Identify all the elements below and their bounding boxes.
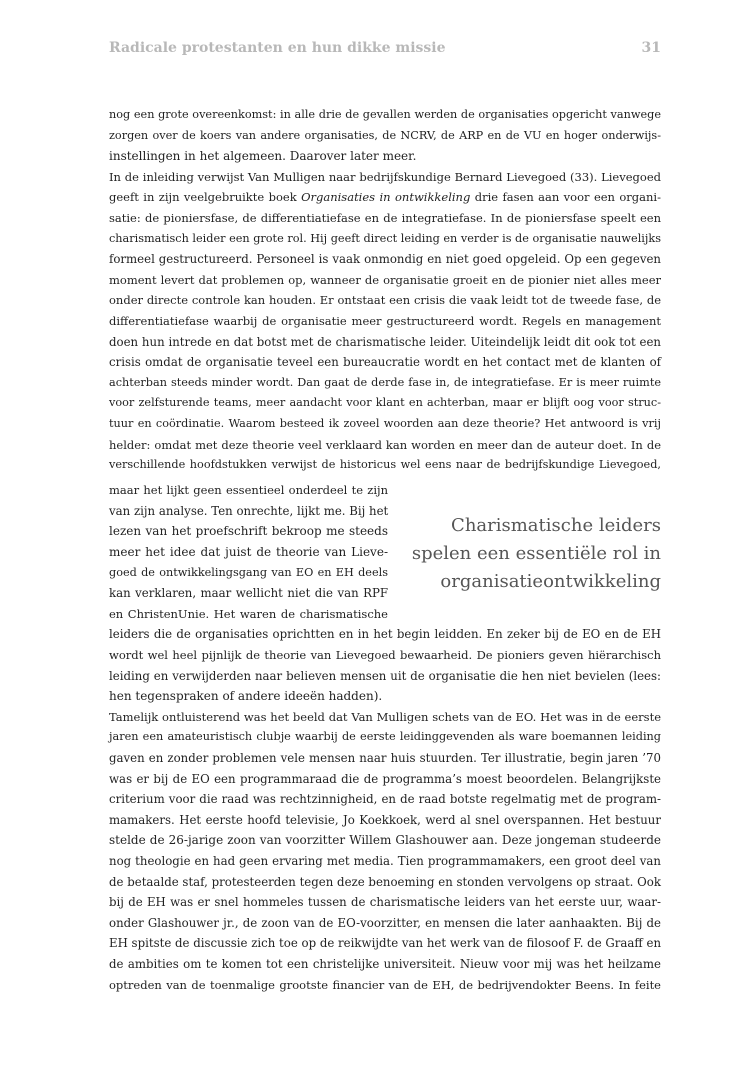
text-line: zorgen over de koers van andere organisaties, de NCRV, de ARP en de VU en hoger onderwijs- (109, 128, 661, 142)
text-line: voor zelfsturende teams, meer aandacht voor klant en achterban, maar er blijft oog voor struc- (109, 396, 661, 410)
text-line: was er bij de EO een programmaraad die de programma’s moest beoordelen. Belangrijkste (109, 771, 661, 786)
text-line: achterban steeds minder wordt. Dan gaat de derde fase in, de integratiefase. Er is meer ruimte (109, 375, 661, 389)
text-line: de betaalde staf, protesteerden tegen deze benoeming en stonden vervolgens op straat. Ook (109, 874, 661, 889)
text-line: onder directe controle kan houden. Er ontstaat een crisis die vaak leidt tot de tweede fase, de (109, 293, 661, 308)
text-line: doen hun intrede en dat botst met de charismatische leider. Uiteindelijk leidt dit ook tot een (109, 334, 661, 349)
text-line: en ChristenUnie. Het waren de charismatische (109, 606, 388, 621)
text-line: satie: de pioniersfase, de differentiatiefase en de integratiefase. In de pioniersfase speelt een (109, 210, 661, 225)
text-line: stelde de 26-jarige zoon van voorzitter Willem Glashouwer aan. Deze jongeman studeerde (109, 833, 661, 848)
paragraph-3 (109, 707, 661, 995)
paragraph-2-tail (109, 624, 661, 706)
text-line: jaren een amateuristisch clubje waarbij de eerste leidinggevenden als ware boemannen leiding (109, 730, 661, 744)
text-line: tuur en coördinatie. Waarom besteed ik zoveel woorden aan deze theorie? Het antwoord is vrij (109, 416, 661, 430)
text-line: Tamelijk ontluisterend was het beeld dat Van Mulligen schets van de EO. Het was in de eerste (109, 709, 661, 724)
text-line: leiders die de organisaties oprichtten en in het begin leidden. En zeker bij de EO en de EH (109, 627, 661, 642)
pull-quote-line: organisatieontwikkeling (440, 571, 661, 592)
pull-quote (400, 512, 661, 596)
text-line: lezen van het proefschrift bekroop me steeds (109, 524, 388, 539)
text-line: leiding en verwijderden naar believen mensen uit de organisatie die hen niet bevielen (lees: (109, 668, 661, 683)
text-line: In de inleiding verwijst Van Mulligen naar bedrijfskundige Bernard Lievegoed (33). Lievegoed (109, 169, 661, 184)
page-number: 31 (641, 40, 661, 56)
text-line: formeel gestructureerd. Personeel is vaak onmondig en niet goed opgeleid. Op een gegeven (109, 252, 661, 267)
pull-quote-line: Charismatische leiders (451, 515, 661, 536)
paragraph-2 (109, 167, 661, 476)
text-line: bij de EH was er snel hommeles tussen de charismatische leiders van het eerste uur, waar- (109, 895, 661, 910)
text-line: maar het lijkt geen essentieel onderdeel te zijn (109, 483, 388, 498)
text-line: moment levert dat problemen op, wanneer de organisatie groeit en de pionier niet alles meer (109, 272, 661, 287)
text-line: differentiatiefase waarbij de organisatie meer gestructureerd wordt. Regels en management (109, 313, 661, 328)
text-line: optreden van de toenmalige grootste financier van de EH, de bedrijvendokter Beens. In feite (109, 977, 661, 992)
text-line: instellingen in het algemeen. Daarover later meer. (109, 149, 417, 164)
text-line: crisis omdat de organisatie teveel een bureaucratie wordt en het contact met de klanten of (109, 355, 661, 370)
pull-quote-line: spelen een essentiële rol in (411, 543, 661, 564)
text-line: charismatisch leider een grote rol. Hij geeft direct leiding en verder is de organisatie nauwelijks (109, 231, 661, 245)
text-line: de ambities om te komen tot een christelijke universiteit. Nieuw voor mij was het heilzame (109, 956, 661, 971)
running-title: Radicale protestanten en hun dikke missie (109, 40, 446, 56)
text-line: gaven en zonder problemen vele mensen naar huis stuurden. Ter illustratie, begin jaren ’70 (109, 750, 661, 765)
text-line: hen tegenspraken of andere ideeën hadden). (109, 689, 383, 704)
text-line: kan verklaren, maar wellicht niet die van RPF (109, 586, 388, 601)
text-line: wordt wel heel pijnlijk de theorie van Lievegoed bewaarheid. De pioniers geven hiërarchisch (109, 647, 661, 662)
running-header (109, 40, 661, 64)
text-line: verschillende hoofdstukken verwijst de historicus wel eens naar de bedrijfskundige Lievegoed, (109, 458, 661, 472)
book-title: Organisaties in ontwikkeling (301, 190, 471, 205)
text-line: criterium voor die raad was rechtzinnigheid, en de raad botste regelmatig met de program- (109, 792, 661, 807)
text-line: mamakers. Het eerste hoofd televisie, Jo Koekkoek, werd al snel overspannen. Het bestuur (109, 812, 661, 827)
text-line: nog een grote overeenkomst: in alle drie de gevallen werden de organisaties opgericht vanwege (109, 108, 661, 121)
text-line: helder: omdat met deze theorie veel verklaard kan worden en meer dan de auteur doet. In de (109, 437, 661, 452)
text-line: meer het idee dat juist de theorie van Lieve- (109, 544, 388, 559)
text-line: EH spitste de discussie zich toe op de reikwijdte van het werk van de filosoof F. de Graaff en (109, 936, 662, 951)
paragraph-2-narrow-column (109, 480, 388, 624)
text-line: onder Glashouwer jr., de zoon van de EO-voorzitter, en mensen die later aanhaakten. Bij de (109, 915, 661, 930)
text-line: goed de ontwikkelingsgang van EO en EH deels (109, 565, 388, 579)
text-line: nog theologie en had geen ervaring met media. Tien programmamakers, een groot deel van (109, 853, 661, 868)
text-line-with-book-title: geeft in zijn veelgebruikte boek Organisaties in ontwikkeling drie fasen aan voor een organi- (109, 190, 661, 205)
text-line: van zijn analyse. Ten onrechte, lijkt me. Bij het (109, 503, 389, 518)
paragraph-1 (109, 105, 661, 167)
